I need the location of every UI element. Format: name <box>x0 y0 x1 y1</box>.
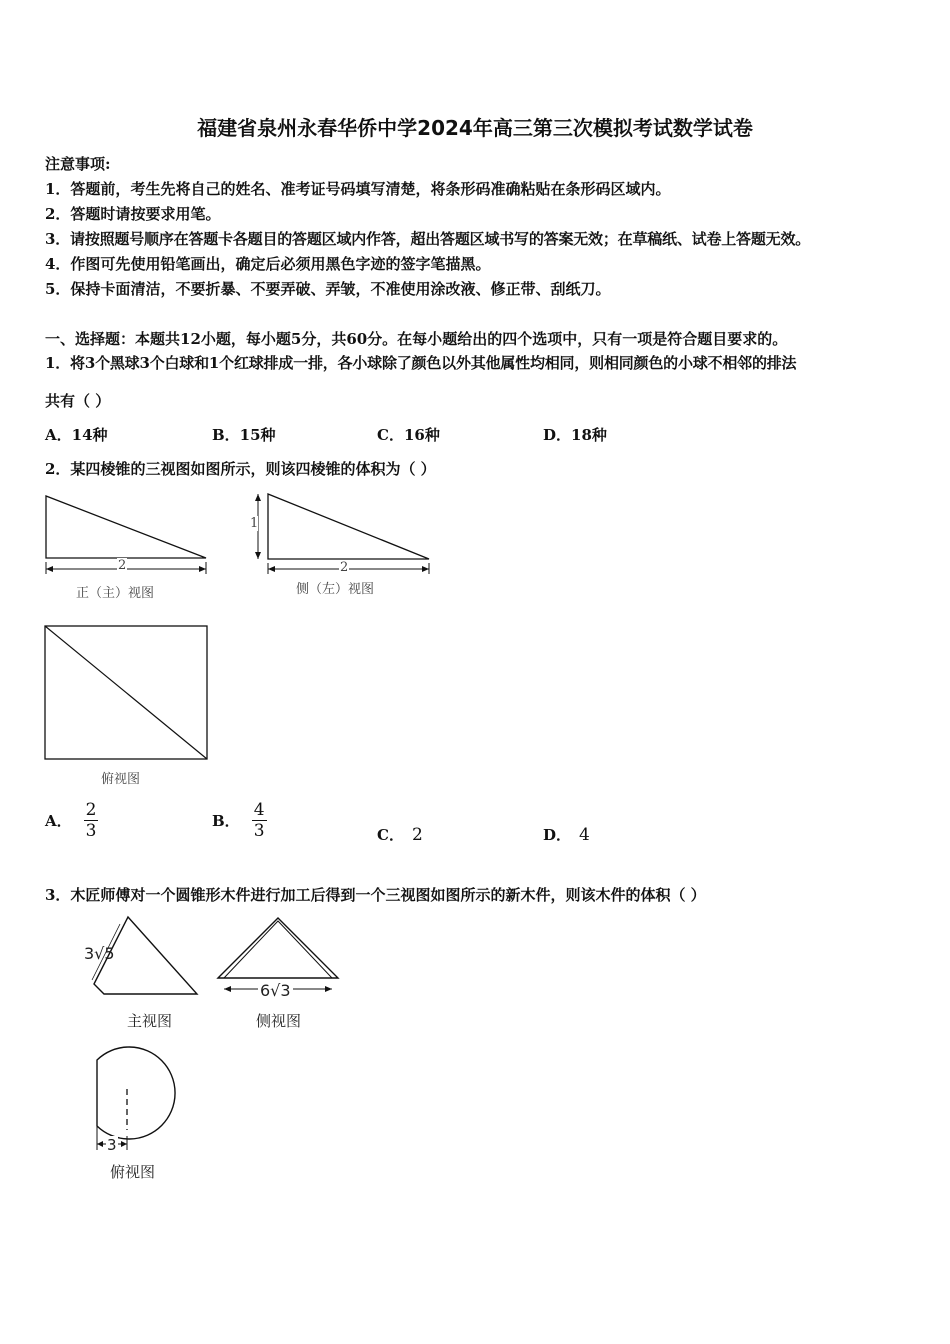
q2-side-dim-h: 1 <box>250 516 259 531</box>
notice-item: 5．保持卡面清洁，不要折暴、不要弄破、弄皱，不准使用涂改液、修正带、刮纸刀。 <box>45 280 611 298</box>
q3-front-dim: 3√5 <box>84 944 115 963</box>
q2-side-label: 侧（左）视图 <box>296 582 375 597</box>
q1-option-c: C．16种 <box>377 426 440 444</box>
q2-front-label: 正（主）视图 <box>76 586 155 601</box>
q2-option-a: A． $\frac{2}{3}$ <box>45 800 97 841</box>
notice-item: 3．请按照题号顺序在答题卡各题目的答题区域内作答，超出答题区域书写的答案无效；在草稿纸、试卷上答题无效。 <box>45 230 811 248</box>
q3-side-label: 侧视图 <box>256 1012 302 1030</box>
section-heading: 一、选择题：本题共12小题，每小题5分，共60分。在每小题给出的四个选项中，只有一项是符合题目要求的。 <box>45 330 788 348</box>
q1-option-b: B．15种 <box>212 426 276 444</box>
notice-heading: 注意事项: <box>45 155 111 173</box>
q2-top-view-diagram <box>44 625 210 763</box>
notice-item: 1．答题前，考生先将自己的姓名、准考证号码填写清楚，将条形码准确粘贴在条形码区域内。 <box>45 180 671 198</box>
notice-item: 4．作图可先使用铅笔画出，确定后必须用黑色字迹的签字笔描黑。 <box>45 255 491 273</box>
page-title: 福建省泉州永春华侨中学2024年高三第三次模拟考试数学试卷 <box>197 116 753 140</box>
question-3-stem: 3．木匠师傅对一个圆锥形木件进行加工后得到一个三视图如图所示的新木件，则该木件的体积（ ） <box>45 886 706 904</box>
q3-top-dim: 3 <box>107 1136 117 1154</box>
q2-option-b: B． $\frac{4}{3}$ <box>212 800 265 841</box>
q2-front-dim: 2 <box>118 558 127 573</box>
q2-option-c: C． 2 <box>377 825 423 845</box>
q3-top-view-diagram <box>88 1040 188 1160</box>
question-1-stem: 1．将3个黑球3个白球和1个红球排成一排，各小球除了颜色以外其他属性均相同，则相同颜色的小球不相邻的排法 <box>45 354 797 372</box>
q3-top-label: 俯视图 <box>110 1163 156 1181</box>
q2-front-view-diagram <box>40 490 220 580</box>
q2-side-dim-w: 2 <box>340 560 349 575</box>
q3-front-label: 主视图 <box>127 1012 173 1030</box>
notice-item: 2．答题时请按要求用笔。 <box>45 205 221 223</box>
q3-side-dim: 6√3 <box>260 981 291 1000</box>
question-1-stem-cont: 共有（ ） <box>45 392 111 410</box>
question-2-stem: 2．某四棱锥的三视图如图所示，则该四棱锥的体积为（ ） <box>45 460 436 478</box>
q1-option-d: D．18种 <box>543 426 607 444</box>
q1-option-a: A．14种 <box>45 426 108 444</box>
q2-option-d: D． 4 <box>543 825 590 845</box>
q2-top-label: 俯视图 <box>101 772 141 787</box>
